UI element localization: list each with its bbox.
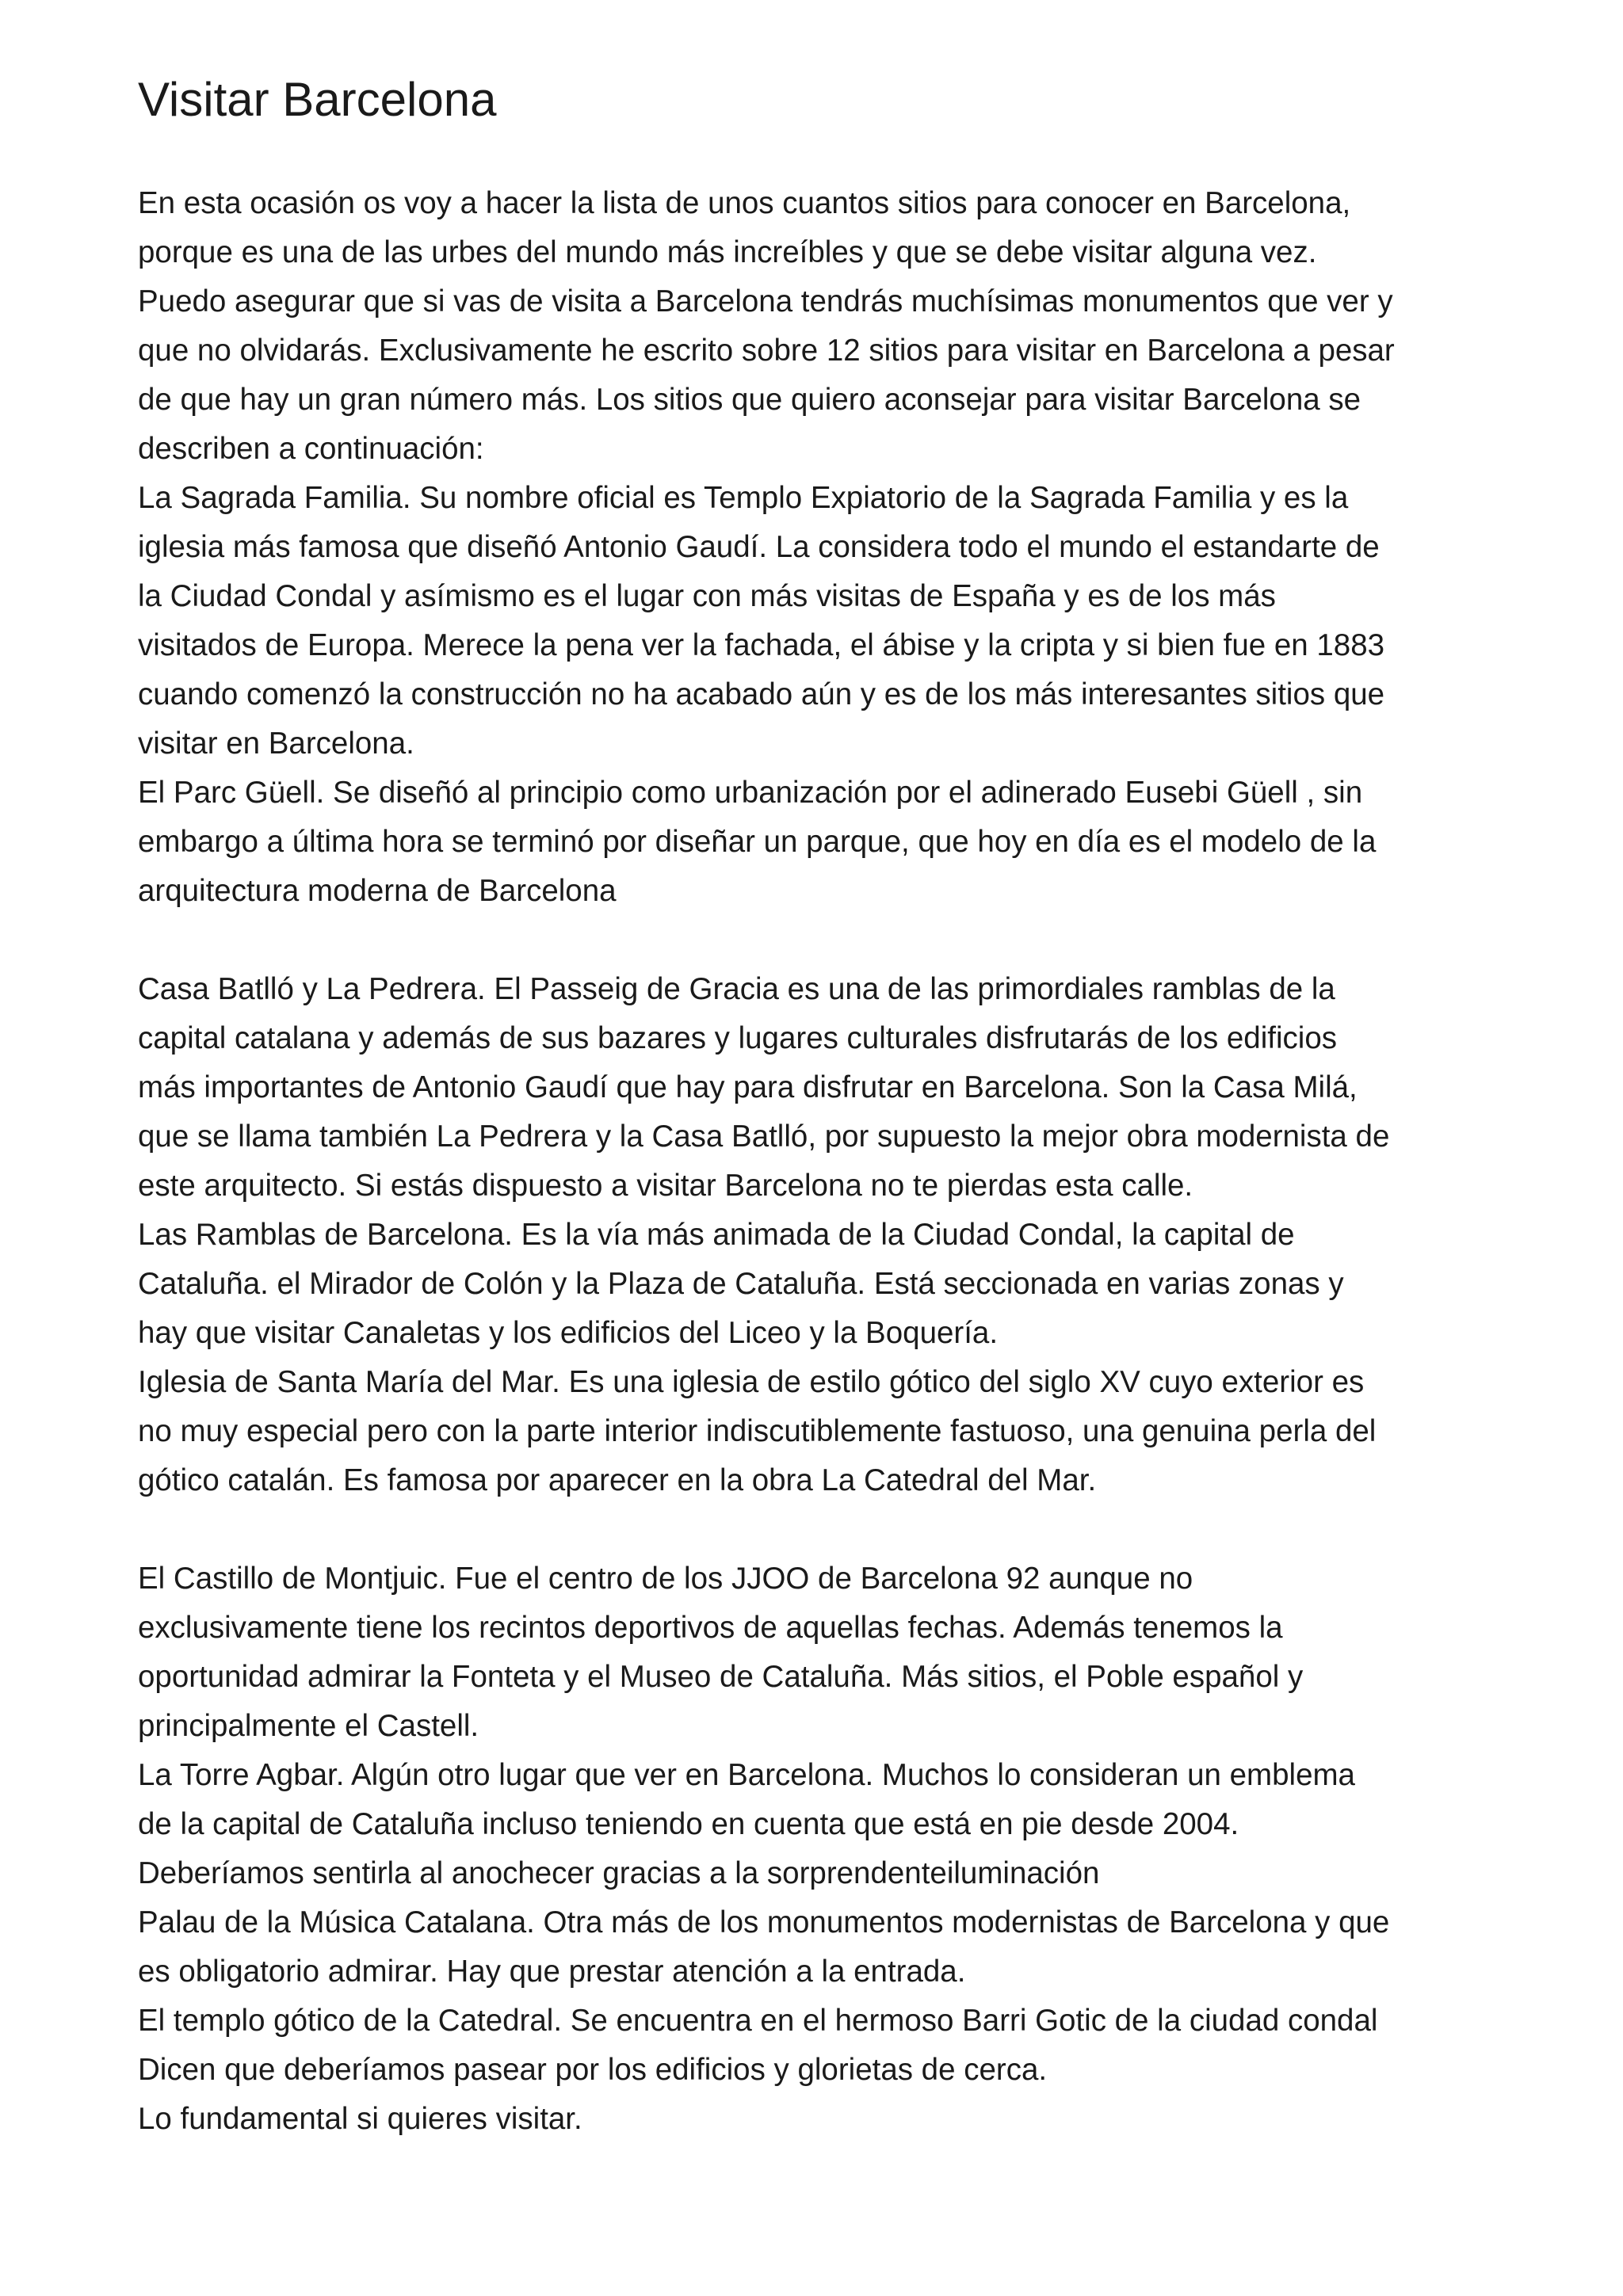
text-line: La Torre Agbar. Algún otro lugar que ver en Barcelona. Muchos lo consideran un emblema — [138, 1758, 1355, 1792]
text-line: Las Ramblas de Barcelona. Es la vía más animada de la Ciudad Condal, la capital de — [138, 1218, 1295, 1252]
text-line: de que hay un gran número más. Los sitios que quiero aconsejar para visitar Barcelona se — [138, 383, 1361, 417]
text-line: que no olvidarás. Exclusivamente he escrito sobre 12 sitios para visitar en Barcelona a pesar — [138, 334, 1395, 368]
text-line: que se llama también La Pedrera y la Casa Batlló, por supuesto la mejor obra modernista de — [138, 1119, 1390, 1154]
text-line: exclusivamente tiene los recintos deportivos de aquellas fechas. Además tenemos la — [138, 1611, 1283, 1645]
text-line: En esta ocasión os voy a hacer la lista de unos cuantos sitios para conocer en Barcelona, — [138, 186, 1351, 220]
text-line: embargo a última hora se terminó por diseñar un parque, que hoy en día es el modelo de la — [138, 825, 1377, 859]
text-line: El templo gótico de la Catedral. Se encuentra en el hermoso Barri Gotic de la ciudad condal — [138, 2004, 1378, 2038]
text-line: La Sagrada Familia. Su nombre oficial es Templo Expiatorio de la Sagrada Familia y es la — [138, 481, 1349, 515]
text-line: Casa Batlló y La Pedrera. El Passeig de Gracia es una de las primordiales ramblas de la — [138, 972, 1335, 1006]
text-line: arquitectura moderna de Barcelona — [138, 874, 617, 908]
text-line: oportunidad admirar la Fonteta y el Museo de Cataluña. Más sitios, el Poble español y — [138, 1660, 1304, 1694]
text-line: iglesia más famosa que diseñó Antonio Gaudí. La considera todo el mundo el estandarte de — [138, 530, 1380, 564]
text-line: Cataluña. el Mirador de Colón y la Plaza de Cataluña. Está seccionada en varias zonas y — [138, 1267, 1344, 1301]
text-line: Iglesia de Santa María del Mar. Es una iglesia de estilo gótico del siglo XV cuyo exterior es — [138, 1365, 1365, 1399]
text-line: capital catalana y además de sus bazares y lugares culturales disfrutarás de los edificios — [138, 1021, 1337, 1055]
text-line: hay que visitar Canaletas y los edificios del Liceo y la Boquería. — [138, 1316, 999, 1350]
text-line: visitar en Barcelona. — [138, 727, 414, 761]
text-line: Lo fundamental si quieres visitar. — [138, 2102, 582, 2136]
document-page — [138, 68, 1509, 2144]
body-text — [138, 179, 1509, 2144]
text-line: porque es una de las urbes del mundo más increíbles y que se debe visitar alguna vez. — [138, 235, 1317, 269]
text-line: es obligatorio admirar. Hay que prestar atención a la entrada. — [138, 1955, 966, 1989]
page-title: Visitar Barcelona — [138, 73, 497, 126]
text-line: de la capital de Cataluña incluso teniendo en cuenta que está en pie desde 2004. — [138, 1807, 1239, 1841]
text-line: El Castillo de Montjuic. Fue el centro de los JJOO de Barcelona 92 aunque no — [138, 1562, 1193, 1596]
text-line: más importantes de Antonio Gaudí que hay para disfrutar en Barcelona. Son la Casa Milá, — [138, 1070, 1358, 1104]
text-line: principalmente el Castell. — [138, 1709, 479, 1743]
text-line: Deberíamos sentirla al anochecer gracias a la sorprendenteiluminación — [138, 1856, 1100, 1890]
text-line: este arquitecto. Si estás dispuesto a visitar Barcelona no te pierdas esta calle. — [138, 1169, 1193, 1203]
text-line: Puedo asegurar que si vas de visita a Barcelona tendrás muchísimas monumentos que ver y — [138, 284, 1393, 318]
text-line: Dicen que deberíamos pasear por los edificios y glorietas de cerca. — [138, 2053, 1048, 2087]
text-line: la Ciudad Condal y asímismo es el lugar con más visitas de España y es de los más — [138, 579, 1276, 613]
text-line: cuando comenzó la construcción no ha acabado aún y es de los más interesantes sitios que — [138, 677, 1385, 711]
text-line: no muy especial pero con la parte interior indiscutiblemente fastuoso, una genuina perla del — [138, 1414, 1377, 1448]
text-line: visitados de Europa. Merece la pena ver la fachada, el ábise y la cripta y si bien fue en 1883 — [138, 628, 1385, 662]
text-line: describen a continuación: — [138, 432, 484, 466]
text-line: gótico catalán. Es famosa por aparecer en la obra La Catedral del Mar. — [138, 1463, 1097, 1497]
text-line: Palau de la Música Catalana. Otra más de los monumentos modernistas de Barcelona y que — [138, 1905, 1390, 1939]
blank-line — [138, 1505, 1509, 1554]
text-line: El Parc Güell. Se diseñó al principio como urbanización por el adinerado Eusebi Güell , sin — [138, 776, 1363, 810]
blank-line — [138, 916, 1509, 965]
